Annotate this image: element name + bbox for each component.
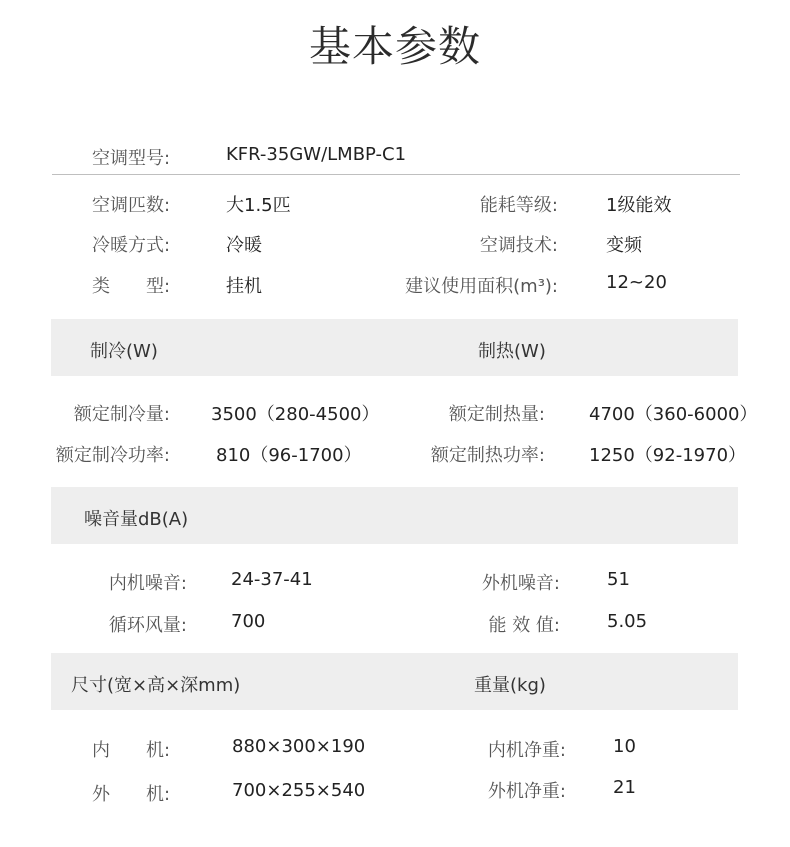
airflow-label: 循环风量: (108, 615, 187, 636)
rated-heating-power-value: 1250（92-1970） (589, 445, 747, 466)
outdoor-noise-value: 51 (607, 569, 630, 590)
outdoor-weight-value: 21 (613, 777, 636, 798)
indoor-weight-label: 内机净重: (487, 740, 566, 761)
type-value: 挂机 (226, 276, 262, 297)
capacity-value: 大1.5匹 (226, 195, 291, 216)
size-header: 尺寸(宽×高×深mm) (71, 675, 241, 696)
technology-value: 变频 (606, 235, 642, 256)
indoor-weight-value: 10 (613, 736, 636, 757)
noise-header: 噪音量dB(A) (84, 509, 189, 530)
indoor-noise-value: 24-37-41 (231, 569, 313, 590)
area-value: 12~20 (606, 272, 667, 293)
mode-label: 冷暖方式: (92, 235, 171, 256)
rated-heating-label: 额定制热量: (448, 404, 545, 425)
divider (52, 174, 740, 175)
indoor-size-value: 880×300×190 (232, 736, 366, 757)
efficiency-value: 5.05 (607, 611, 648, 632)
mode-value: 冷暖 (226, 235, 262, 256)
rated-cooling-label: 额定制冷量: (73, 404, 170, 425)
rated-cooling-value: 3500（280-4500） (211, 404, 380, 425)
energy-grade-value: 1级能效 (606, 195, 672, 216)
area-label: 建议使用面积(m³): (405, 276, 558, 297)
efficiency-label: 能 效 值: (488, 615, 560, 636)
indoor-noise-label: 内机噪音: (108, 573, 187, 594)
indoor-size-label: 内 机: (92, 740, 171, 761)
airflow-value: 700 (231, 611, 266, 632)
rated-cooling-power-value: 810（96-1700） (216, 445, 362, 466)
weight-header: 重量(kg) (474, 675, 546, 696)
outdoor-size-value: 700×255×540 (232, 780, 366, 801)
technology-label: 空调技术: (479, 235, 558, 256)
rated-heating-value: 4700（360-6000） (589, 404, 758, 425)
outdoor-size-label: 外 机: (92, 784, 171, 805)
page-title: 基本参数 (308, 22, 481, 71)
energy-grade-label: 能耗等级: (479, 195, 558, 216)
rated-cooling-power-label: 额定制冷功率: (55, 445, 170, 466)
cooling-header: 制冷(W) (90, 341, 158, 362)
heating-header: 制热(W) (478, 341, 546, 362)
model-label: 空调型号: (92, 148, 171, 169)
outdoor-noise-label: 外机噪音: (481, 573, 560, 594)
capacity-label: 空调匹数: (92, 195, 171, 216)
outdoor-weight-label: 外机净重: (487, 781, 566, 802)
model-value: KFR-35GW/LMBP-C1 (226, 144, 407, 165)
rated-heating-power-label: 额定制热功率: (430, 445, 545, 466)
type-label: 类 型: (92, 276, 171, 297)
